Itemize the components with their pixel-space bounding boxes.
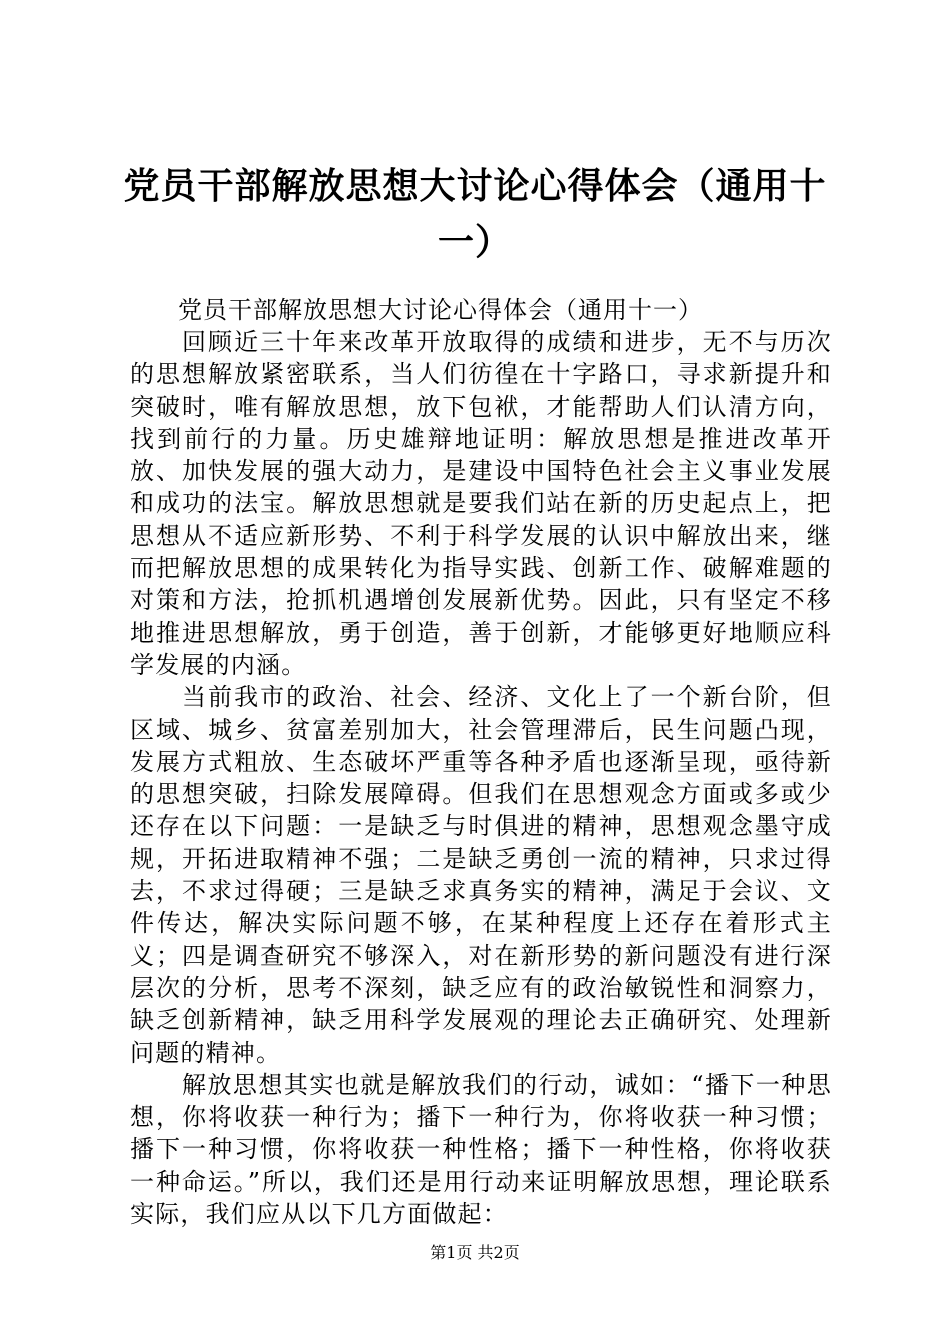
document-subtitle: 党员干部解放思想大讨论心得体会（通用十一） [178,296,703,324]
document-body [130,294,832,1230]
page-footer: 第1页 共2页 [430,1243,520,1262]
paragraph-3: 解放思想其实也就是解放我们的行动，诚如：“播下一种思想，你将收获一种行为；播下一种行为，你将收获一种习惯；播下一种习惯，你将收获一种性格；播下一种性格，你将收获一种命运。”所以，我们还是用行动来证明解放思想，理论联系实际，我们应从以下几方面做起： [130,1070,832,1229]
paragraph-2: 当前我市的政治、社会、经济、文化上了一个新台阶，但区域、城乡、贫富差别加大，社会管理滞后，民生问题凸现，发展方式粗放、生态破坏严重等各种矛盾也逐渐呈现，亟待新的思想突破，扫除发展障碍。但我们在思想观念方面或多或少还存在以下问题：一是缺乏与时俱进的精神，思想观念墨守成规，开拓进取精神不强；二是缺乏勇创一流的精神，只求过得去，不求过得硬；三是缺乏求真务实的精神，满足于会议、文件传达，解决实际问题不够，在某种程度上还存在着形式主义；四是调查研究不够深入，对在新形势的新问题没有进行深层次的分析，思考不深刻，缺乏应有的政治敏锐性和洞察力，缺乏创新精神，缺乏用科学发展观的理论去正确研究、处理新问题的精神。 [130,683,832,1067]
document-title: 党员干部解放思想大讨论心得体会（通用十一） [123,165,827,263]
paragraph-1: 回顾近三十年来改革开放取得的成绩和进步，无不与历次的思想解放紧密联系，当人们彷徨在十字路口，寻求新提升和突破时，唯有解放思想，放下包袱，才能帮助人们认清方向，找到前行的力量。历史雄辩地证明：解放思想是推进改革开放、加快发展的强大动力，是建设中国特色社会主义事业发展和成功的法宝。解放思想就是要我们站在新的历史起点上，把思想从不适应新形势、不利于科学发展的认识中解放出来，继而把解放思想的成果转化为指导实践、创新工作、破解难题的对策和方法，抢抓机遇增创发展新优势。因此，只有坚定不移地推进思想解放，勇于创造，善于创新，才能够更好地顺应科学发展的内涵。 [130,328,832,679]
